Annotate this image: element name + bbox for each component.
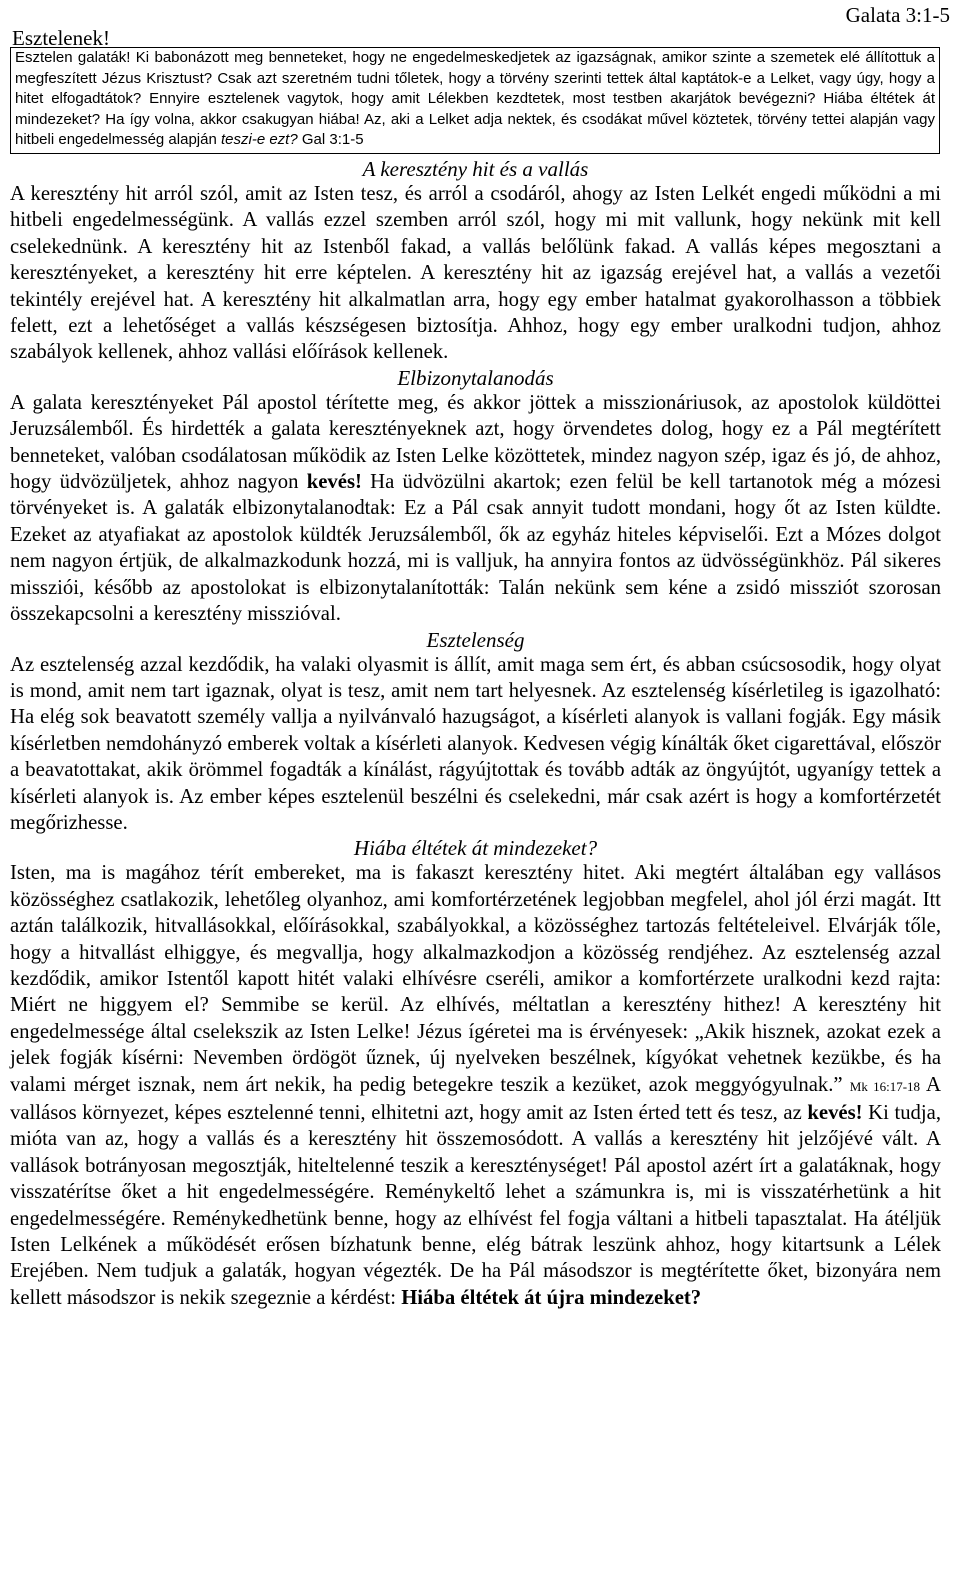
section-paragraph	[10, 390, 941, 628]
quote-text: Esztelen galaták! Ki babonázott meg benneteket, hogy ne engedelmeskedjetek az igazságnak, amikor szinte a szemetek elé állítottuk a megfeszített Jézus Krisztust? Csak azt szeretném tudni tőletek, hogy a törvény szerinti tettek által kaptátok-e a Lelket, vagy úgy, hogy a hitet elfogadtátok? Ennyire esztelenek vagytok, hogy amit Lélekben kezdtetek, most testben akarjátok bevégezni? Hiába éltétek át mindezeket? Ha így volna, akkor csakugyan hiába! Az, aki a Lelket adja nektek, és csodákat művel köztetek, törvény tettei alapján vagy hitbeli engedelmesség alapján	[15, 49, 935, 148]
bible-reference: Mk 16:17-18	[849, 1078, 921, 1094]
section-paragraph: Az esztelenség azzal kezdődik, ha valaki olyasmit is állít, amit maga sem ért, és abban csúcsosodik, hogy olyat is mond, amit nem tart igaznak, olyat is tesz, amit nem tart helyesnek. Az esztelenség kísérletileg is igazolható: Ha elég sok beavatott személy vallja a nyilvánvaló hazugságot, a kísérleti alanyok is vallani fogják. Egy másik kísérletben nemdohányzó emberek voltak a kísérleti alanyok. Kedvesen végig kínálták őket cigarettával, először a beavatottakat, akik örömmel fogadták a kínálást, rágyújtottak és tovább adták az öngyújtót, ugyanígy tettek a kísérleti alanyok is. Az ember képes esztelenül beszélni és cselekedni, már csak azért is hogy a komfortérzetét megőrizhesse.	[10, 653, 941, 834]
section-heading: Esztelenség	[426, 627, 525, 652]
section-paragraph	[10, 860, 941, 1311]
bold-text: kevés!	[807, 1102, 863, 1124]
paragraph-text: Isten, ma is magához térít embereket, ma is fakaszt keresztény hitet. Aki megtért általában egy vallásos közösséghez csatlakozik, lehetőleg olyanhoz, ami komfortérzetének legjobban megfelel, ahol jól érzi magát. Itt aztán találkozik, hitvallásokkal, előírásokkal, szabályokkal, a közösséghez tartozás feltételeivel. Elvárják tőle, hogy a hitvallást elhiggye, és megvallja, hogy alkalmazkodjon a közösség rendjéhez. Az esztelenség azzal kezdődik, amikor Istentől kapott hitét valaki elhívésre cseréli, amikor a komfortérzete uralkodni kezd rajta: Miért ne higgyem el? Semmibe se kerül. Az elhívés, méltatlan a keresztény hithez! A keresztény hit engedelmessége által cselekszik az Isten Lelke! Jézus ígéretei ma is érvényesek: „Akik hisznek, azokat ezek a jelek fogják kísérni: Nevemben ördögöt űznek, új nyelveken beszélnek, kígyókat vehetnek kezükbe, és ha valami mérget isznak, nem árt nekik, ha pedig betegekre teszik a kezüket, azok meggyógyulnak.”	[10, 862, 941, 1096]
section-heading: Hiába éltétek át mindezeket?	[353, 836, 598, 861]
paragraph-text: Ki tudja, mióta van az, hogy a vallás és a keresztény hit összemosódott. A vallás a keresztény hit jelzőjévé vált. A vallások botrányosan megosztják, hiteltelenné teszik a kereszténységet! Pál apostol azért írt a galatáknak, hogy visszatérítse őket a hit engedelmességére. Reménykeltő lehet a számunkra is, mi is visszatérhetünk a hit engedelmességére. Reménykedhetünk benne, hogy az elhívést fel fogja váltani a hitbeli tapasztalat. Ha átéljük Isten Lelkének a működését erősen bízhatunk benne, elég bátrak leszünk ahhoz, hogy kitartsunk a Lélek Erejében. Nem tudjuk a galaták, hogyan végezték. De ha Pál másodszor is megtérítette őket, bizonyára nem kellett másodszor is nekik szegeznie a kérdést:	[10, 1102, 941, 1309]
bold-text: kevés!	[306, 471, 362, 494]
section-heading: A keresztény hit és a vallás	[362, 157, 589, 181]
quote-italic: teszi-e ezt?	[220, 131, 298, 148]
scripture-quote-box	[10, 47, 940, 154]
document-body	[10, 157, 941, 1311]
section-paragraph: A keresztény hit arról szól, amit az Isten tesz, és arról a csodáról, ahogy az Isten Lelkét engedi működni a mi hitbeli engedelmességünk. A vallás ezzel szemben arról szól, hogy mi mit vallunk, hogy nekünk mit kell cselekednünk. A keresztény hit az Istenből fakad, a vallás belőlünk fakad. A vallás képes megosztani a keresztényeket, a keresztény hit erre képtelen. A keresztény hit az igazság erejével hat, a vallás a vezetői tekintély erejével hat. A keresztény hit alkalmatlan arra, hogy egy ember hatalmat gyakorolhasson a többiek felett, ezt a lehetőséget a vallás készségesen biztosítja. Ahhoz, hogy egy ember uralkodni tudjon, ahhoz szabályok kellenek, ahhoz vallási előírások kellenek.	[10, 183, 941, 364]
document-title: Esztelenek!	[12, 26, 110, 50]
reference-header: Galata 3:1-5	[845, 3, 950, 27]
paragraph-text: Ha üdvözülni akartok; ezen felül be kell tartanotok még a mózesi törvényeket is. A galaták elbizonytalanodtak: Ez a Pál csak annyit tudott mondani, hogy őt az Isten küldte. Ezeket az atyafiakat az apostolok küldték Jeruzsálemből, ők az egyház hiteles képviselői. Ezt a Mózes dolgot nem nagyon értjük, de alkalmazkodunk hozzá, mi is valljuk, ha annyira fontos az üdvösségünkhöz. Pál sikeres missziói, később az apostolokat is elbizonytalanították: Talán nekünk sem kéne a zsidó missziót szorosan összekapcsolni a keresztény misszióval.	[10, 471, 941, 626]
paragraph-text: A vallásos környezet, képes esztelenné tenni, elhitetni azt, hogy amit az Isten érted tett és tesz, az	[10, 1073, 941, 1124]
quote-reference: Gal 3:1-5	[297, 131, 364, 148]
section-heading: Elbizonytalanodás	[397, 365, 554, 390]
bold-text: Hiába éltétek át újra mindezeket?	[401, 1286, 702, 1309]
paragraph-text: A galata keresztényeket Pál apostol térítette meg, és akkor jöttek a misszionáriusok, az apostolok küldöttei Jeruzsálemből. És hirdették a galata keresztényeknek azt, hogy örvendetes dolog, hogy ez a Pál megtérített benneteket, valóban csodálatosan működik az Isten Lelke közöttetek, mindez nagyon szép, igaz és jó, de ahhoz, hogy üdvözüljetek, ahhoz nagyon	[10, 391, 941, 494]
